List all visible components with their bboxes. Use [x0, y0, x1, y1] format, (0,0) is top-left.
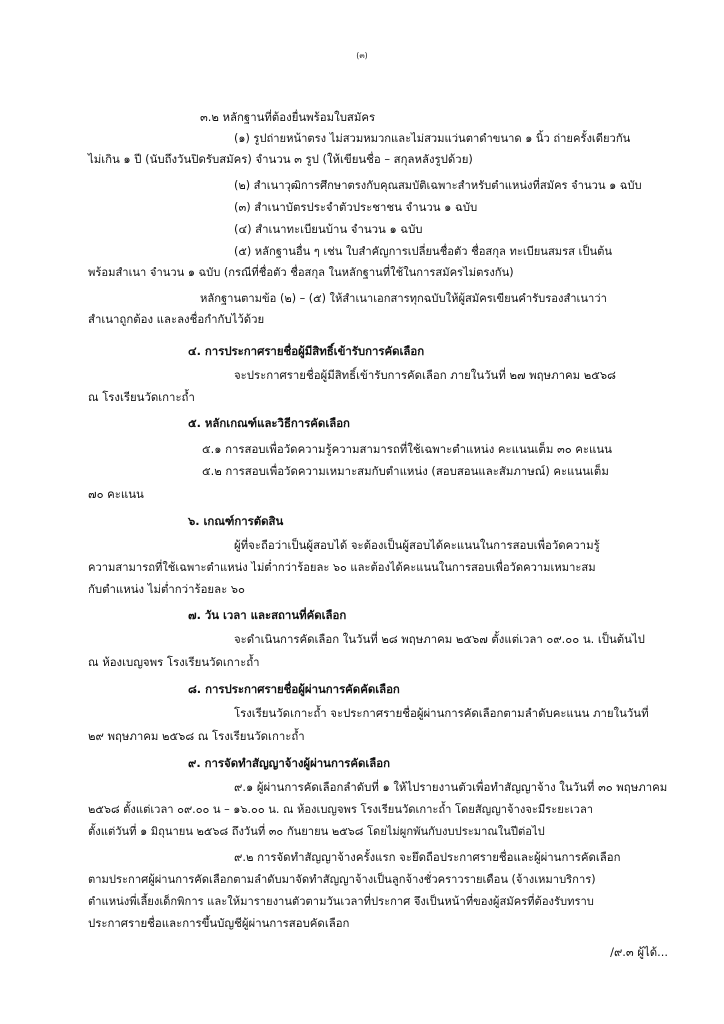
- section-7-heading: ๗. วัน เวลา และสถานที่คัดเลือก: [188, 608, 347, 622]
- section-5-1: ๕.๑ การสอบเพื่อวัดความรู้ความสามารถที่ใช้เฉพาะตำแหน่ง คะแนนเต็ม ๓๐ คะแนน: [202, 442, 612, 456]
- evidence-note: หลักฐานตามข้อ (๒) – (๕) ให้สำเนาเอกสารทุกฉบับให้ผู้สมัครเขียนคำรับรองสำเนาว่า: [200, 292, 607, 305]
- section-9-1-cont1: ๒๕๖๘ ตั้งแต่เวลา ๐๙.๐๐ น – ๑๖.๐๐ น. ณ ห้องเบญจพร โรงเรียนวัดเกาะถ้ำ โดยสัญญาจ้างจะมีระยะเวลา: [88, 803, 594, 816]
- section-6-text-cont1: ความสามารถที่ใช้เฉพาะตำแหน่ง ไม่ต่ำกว่าร้อยละ ๖๐ และต้องได้คะแนนในการสอบเพื่อวัดความเหมาะสม: [88, 561, 596, 574]
- evidence-item-1-cont: ไม่เกิน ๑ ปี (นับถึงวันปิดรับสมัคร) จำนวน ๓ รูป (ให้เขียนชื่อ – สกุลหลังรูปด้วย): [88, 152, 473, 166]
- section-7-text-cont: ณ ห้องเบญจพร โรงเรียนวัดเกาะถ้ำ: [88, 655, 260, 669]
- section-5-2: ๕.๒ การสอบเพื่อวัดความเหมาะสมกับตำแหน่ง (สอบสอนและสัมภาษณ์) คะแนนเต็ม: [202, 464, 609, 478]
- section-9-1: ๙.๑ ผู้ผ่านการคัดเลือกลำดับที่ ๑ ให้ไปรายงานตัวเพื่อทำสัญญาจ้าง ในวันที่ ๓๐ พฤษภาคม: [234, 780, 668, 794]
- section-8-text-cont: ๒๙ พฤษภาคม ๒๕๖๘ ณ โรงเรียนวัดเกาะถ้ำ: [88, 729, 305, 743]
- evidence-item-2: (๒) สำเนาวุฒิการศึกษาตรงกับคุณสมบัติเฉพาะสำหรับตำแหน่งที่สมัคร จำนวน ๑ ฉบับ: [234, 179, 642, 192]
- section-7-text: จะดำเนินการคัดเลือก ในวันที่ ๒๘ พฤษภาคม ๒๕๖๗ ตั้งแต่เวลา ๐๙.๐๐ น. เป็นต้นไป: [234, 632, 645, 646]
- evidence-note-cont: สำเนาถูกต้อง และลงชื่อกำกับไว้ด้วย: [88, 312, 265, 326]
- section-8-text: โรงเรียนวัดเกาะถ้ำ จะประกาศรายชื่อผู้ผ่านการคัดเลือกตามลำดับคะแนน ภายในวันที่: [234, 706, 649, 720]
- section-6-text-cont2: กับตำแหน่ง ไม่ต่ำกว่าร้อยละ ๖๐: [88, 582, 245, 596]
- section-6-heading: ๖. เกณฑ์การตัดสิน: [188, 514, 284, 528]
- section-5-heading: ๕. หลักเกณฑ์และวิธีการคัดเลือก: [188, 416, 350, 430]
- section-9-2-cont3: ประกาศรายชื่อและการขึ้นบัญชีผู้ผ่านการสอบคัดเลือก: [88, 916, 350, 930]
- section-8-heading: ๘. การประกาศรายชื่อผู้ผ่านการคัดคัดเลือก: [188, 682, 400, 696]
- page-number: (๓): [356, 51, 368, 60]
- continuation-marker: /๙.๓ ผู้ได้...: [610, 945, 668, 959]
- section-4-heading: ๔. การประกาศรายชื่อผู้มีสิทธิ์เข้ารับการคัดเลือก: [188, 344, 425, 358]
- section-3-2-heading: ๓.๒ หลักฐานที่ต้องยื่นพร้อมใบสมัคร: [200, 110, 376, 124]
- evidence-item-4: (๔) สำเนาทะเบียนบ้าน จำนวน ๑ ฉบับ: [234, 222, 423, 236]
- evidence-item-5-cont: พร้อมสำเนา จำนวน ๑ ฉบับ (กรณีที่ชื่อตัว ชื่อสกุล ในหลักฐานที่ใช้ในการสมัครไม่ตรงกัน): [88, 266, 514, 279]
- section-9-2: ๙.๒ การจัดทำสัญญาจ้างครั้งแรก จะยึดถือประกาศรายชื่อและผู้ผ่านการคัดเลือก: [234, 850, 621, 864]
- section-4-text: จะประกาศรายชื่อผู้มีสิทธิ์เข้ารับการคัดเลือก ภายในวันที่ ๒๗ พฤษภาคม ๒๕๖๘: [234, 368, 616, 382]
- evidence-item-5: (๕) หลักฐานอื่น ๆ เช่น ใบสำคัญการเปลี่ยนชื่อตัว ชื่อสกุล ทะเบียนสมรส เป็นต้น: [234, 245, 613, 258]
- section-9-1-cont2: ตั้งแต่วันที่ ๑ มิถุนายน ๒๕๖๘ ถึงวันที่ ๓๐ กันยายน ๒๕๖๘ โดยไม่ผูกพันกับงบประมาณในปีต่อไป: [88, 825, 545, 838]
- evidence-item-3: (๓) สำเนาบัตรประจำตัวประชาชน จำนวน ๑ ฉบับ: [234, 200, 478, 214]
- section-9-2-cont1: ตามประกาศผู้ผ่านการคัดเลือกตามลำดับมาจัดทำสัญญาจ้างเป็นลูกจ้างชั่วคราวรายเดือน (จ้างเหมาบริการ): [88, 873, 596, 886]
- section-6-text: ผู้ที่จะถือว่าเป็นผู้สอบได้ จะต้องเป็นผู้สอบได้คะแนนในการสอบเพื่อวัดความรู้: [234, 538, 600, 552]
- section-5-2-cont: ๗๐ คะแนน: [88, 487, 144, 501]
- section-9-2-cont2: ตำแหน่งพี่เลี้ยงเด็กพิการ และให้มารายงานตัวตามวันเวลาที่ประกาศ จึงเป็นหน้าที่ของผู้สมัครที่ต้องรับทราบ: [88, 895, 594, 908]
- section-9-heading: ๙. การจัดทำสัญญาจ้างผู้ผ่านการคัดเลือก: [188, 756, 390, 770]
- evidence-item-1: (๑) รูปถ่ายหน้าตรง ไม่สวมหมวกและไม่สวมแว่นตาดำขนาด ๑ นิ้ว ถ่ายครั้งเดียวกัน: [234, 132, 631, 145]
- section-4-text-cont: ณ โรงเรียนวัดเกาะถ้ำ: [88, 390, 195, 404]
